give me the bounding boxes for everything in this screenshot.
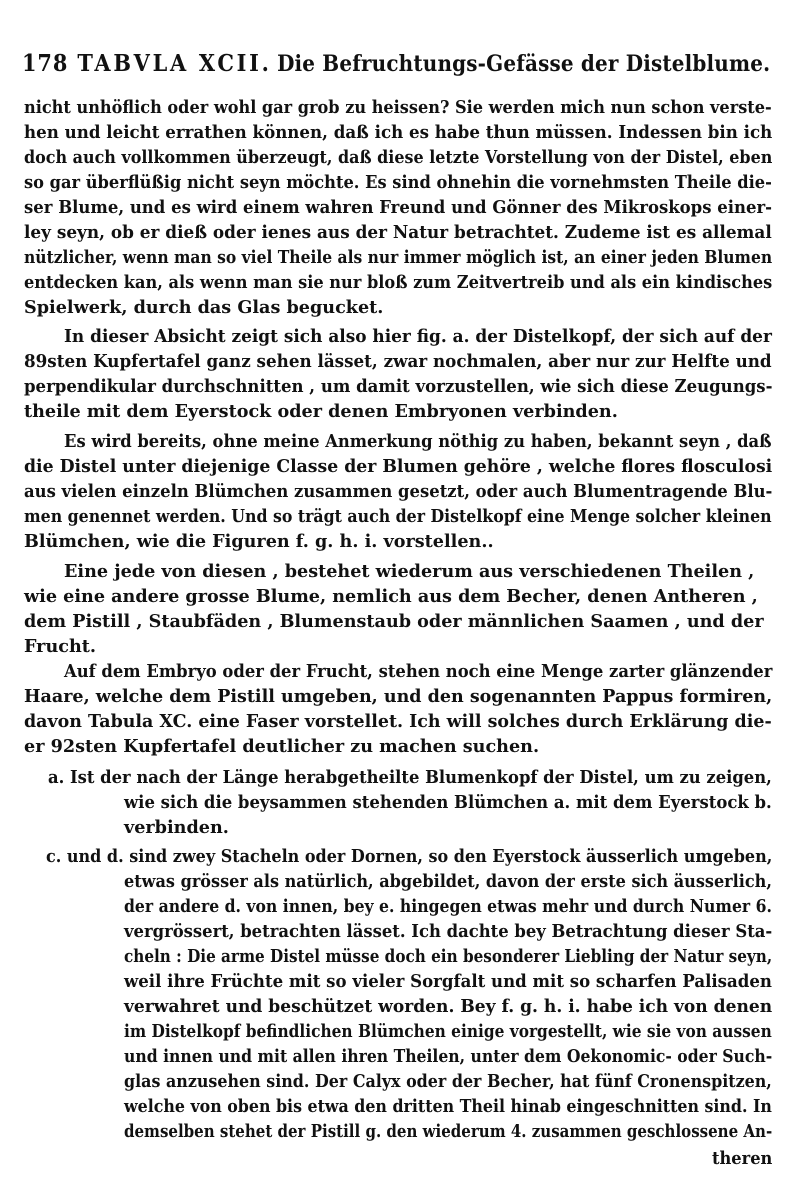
text-line: wie eine andere grosse Blume, nemlich aus dem Becher, denen Antheren , [24,586,758,607]
text-line: aus vielen einzeln Blümchen zusammen gesetzt, oder auch Blumentragende Blu- [24,481,773,502]
text-line: demselben stehet der Pistill g. den wiederum 4. zusammen geschlossene An- [124,1121,773,1142]
text-line: die Distel unter diejenige Classe der Blumen gehöre , welche flores flosculosi [24,456,773,477]
text-line: nicht unhöflich oder wohl gar grob zu heissen? Sie werden mich nun schon verste- [24,97,772,118]
text-line: In dieser Absicht zeigt sich also hier fig. a. der Distelkopf, der sich auf der [64,326,772,347]
text-line: der andere d. von innen, bey e. hingegen etwas mehr und durch Numer 6. [124,896,772,917]
text-line: und innen und mit allen ihren Theilen, unter dem Oekonomic- oder Such- [124,1046,773,1067]
text-line: c. und d. sind zwey Stacheln oder Dornen, so den Eyerstock äusserlich umgeben, [46,846,773,867]
text-line: Es wird bereits, ohne meine Anmerkung nöthig zu haben, bekannt seyn , daß [64,431,772,452]
page-header [22,50,771,90]
plate-label: TABVLA XCII. [77,50,272,77]
text-line: doch auch vollkommen überzeugt, daß diese letzte Vorstellung von der Distel, eben [24,147,773,168]
text-line: verbinden. [124,817,229,838]
text-line: Blümchen, wie die Figuren f. g. h. i. vorstellen.. [24,531,494,552]
text-line: weil ihre Früchte mit so vieler Sorgfalt und mit so scharfen Palisaden [124,971,772,992]
running-title: Die Befruchtungs-Gefässe der Distelblume. [277,51,771,77]
text-line: Spielwerk, durch das Glas begucket. [24,297,384,318]
text-line: Auf dem Embryo oder der Frucht, stehen noch eine Menge zarter glänzender [64,661,773,682]
text-line: davon Tabula XC. eine Faser vorstellet. Ich will solches durch Erklärung die- [24,711,772,732]
text-line: im Distelkopf befindlichen Blümchen einige vorgestellt, wie sie von aussen [124,1021,772,1042]
text-line: welche von oben bis etwa den dritten Theil hinab eingeschnitten sind. In [124,1096,772,1117]
text-line: ley seyn, ob er dieß oder ienes aus der Natur betrachtet. Zudeme ist es allemal [24,222,772,243]
text-line: cheln : Die arme Distel müsse doch ein besonderer Liebling der Natur seyn, [124,946,773,967]
text-line: theile mit dem Eyerstock oder denen Embryonen verbinden. [24,401,618,422]
text-line: 89sten Kupfertafel ganz sehen lässet, zwar nochmalen, aber nur zur Helfte und [24,351,772,372]
page-number: 178 [22,50,69,77]
text-line: nützlicher, wenn man so viel Theile als nur immer möglich ist, an einer jeden Blumen [24,247,773,268]
text-line: dem Pistill , Staubfäden , Blumenstaub oder männlichen Saamen , und der [24,611,764,632]
text-line: perpendikular durchschnitten , um damit vorzustellen, wie sich diese Zeugungs- [24,376,773,397]
text-line: etwas grösser als natürlich, abgebildet, davon der erste sich äusserlich, [124,871,772,892]
text-line: ser Blume, und es wird einem wahren Freund und Gönner des Mikroskops einer- [24,197,773,218]
text-line: glas anzusehen sind. Der Calyx oder der Becher, hat fünf Cronenspitzen, [124,1071,772,1092]
text-line: a. Ist der nach der Länge herabgetheilte Blumenkopf der Distel, um zu zeigen, [48,767,772,788]
text-line: Haare, welche dem Pistill umgeben, und den sogenannten Pappus formiren, [24,686,773,707]
text-line: er 92sten Kupfertafel deutlicher zu machen suchen. [24,736,540,757]
text-line: so gar überflüßig nicht seyn möchte. Es sind ohnehin die vornehmsten Theile die- [24,172,772,193]
text-line: entdecken kan, als wenn man sie nur bloß zum Zeitvertreib und als ein kindisches [24,272,773,293]
catchword: theren [712,1148,773,1169]
text-line: Eine jede von diesen , bestehet wiederum aus verschiedenen Theilen , [64,561,755,582]
text-line: verwahret und beschützet worden. Bey f. g. h. i. habe ich von denen [124,996,773,1017]
text-line: Frucht. [24,636,96,657]
text-line: wie sich die beysammen stehenden Blümchen a. mit dem Eyerstock b. [124,792,772,813]
text-line: vergrössert, betrachten lässet. Ich dachte bey Betrachtung dieser Sta- [124,921,773,942]
text-line: men genennet werden. Und so trägt auch der Distelkopf eine Menge solcher kleinen [24,506,772,527]
text-line: hen und leicht errathen können, daß ich es habe thun müssen. Indessen bin ich [24,122,773,143]
